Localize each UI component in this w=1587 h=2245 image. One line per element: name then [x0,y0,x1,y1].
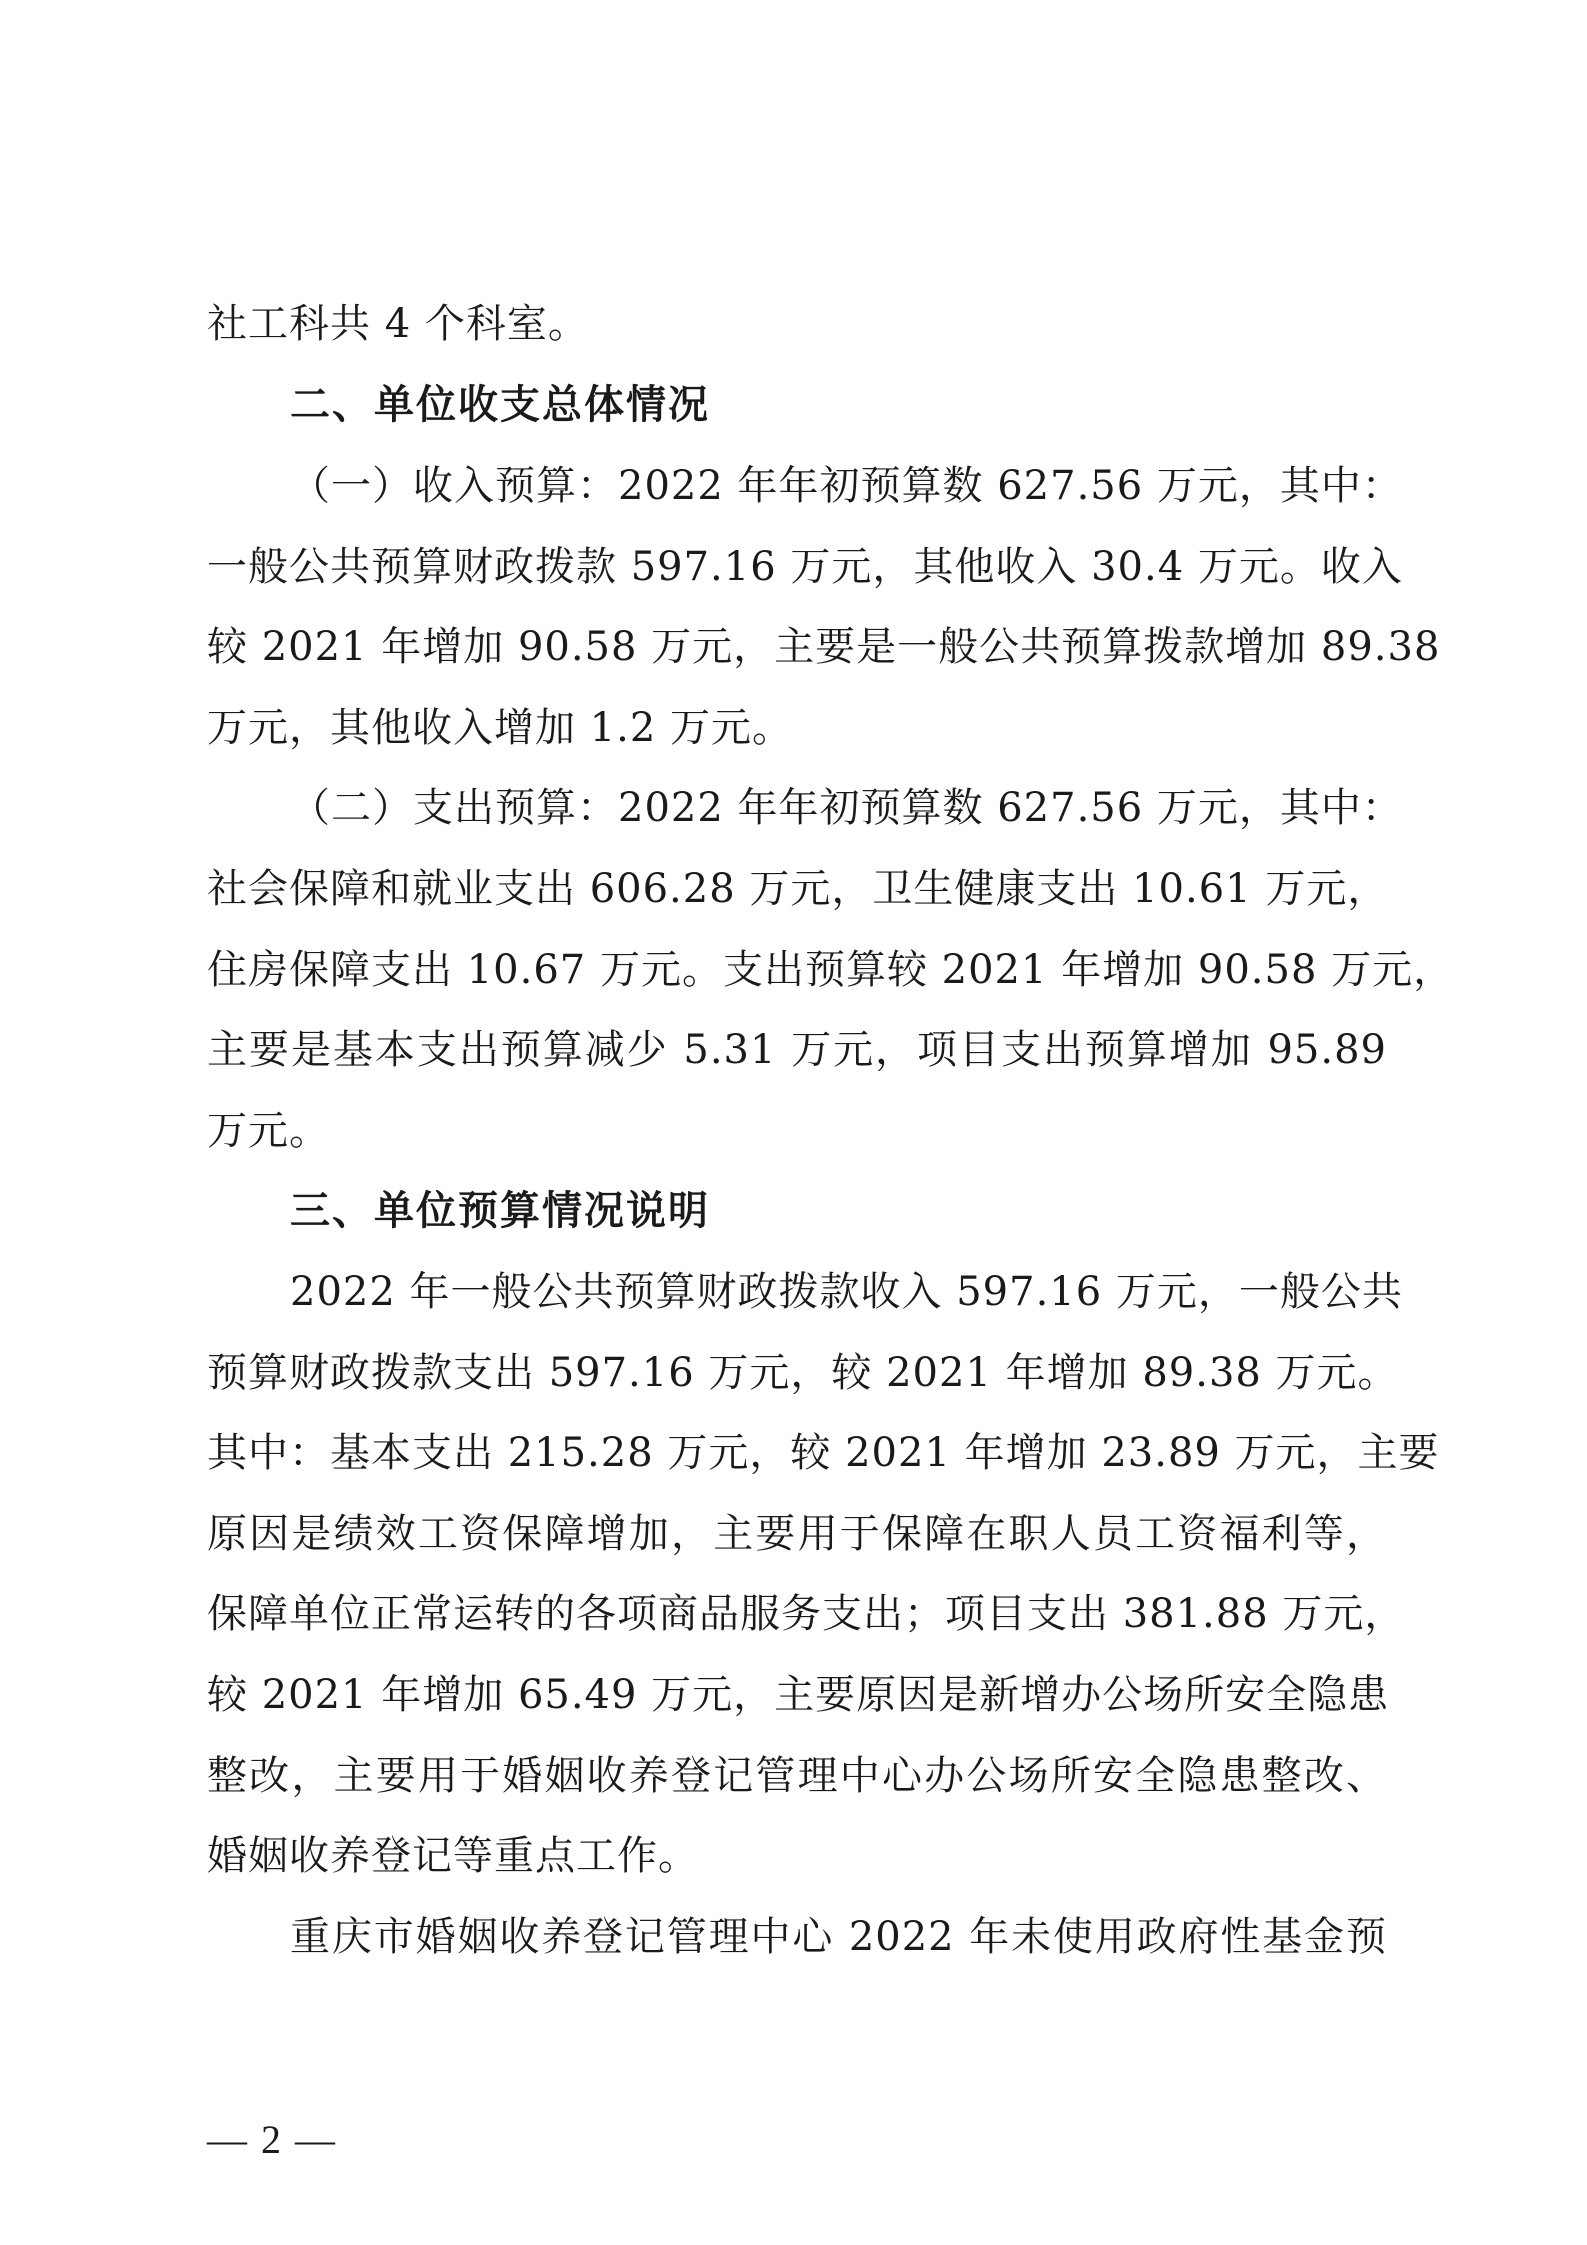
paragraph-line: 保障单位正常运转的各项商品服务支出；项目支出 381.88 万元， [207,1591,1406,1637]
paragraph-line: （一）收入预算：2022 年年初预算数 627.56 万元，其中： [290,463,1403,509]
paragraph-line: 2022 年一般公共预算财政拨款收入 597.16 万元，一般公共 [290,1269,1403,1315]
paragraph-line: 预算财政拨款支出 597.16 万元，较 2021 年增加 89.38 万元。 [207,1350,1399,1396]
section-heading: 三、单位预算情况说明 [290,1188,710,1234]
paragraph-line: （二）支出预算：2022 年年初预算数 627.56 万元，其中： [290,785,1403,831]
paragraph-line: 其中：基本支出 215.28 万元，较 2021 年增加 23.89 万元，主要 [207,1430,1440,1476]
section-heading: 二、单位收支总体情况 [290,382,710,428]
paragraph-line: 社工科共 4 个科室。 [207,301,589,347]
paragraph-line: 原因是绩效工资保障增加，主要用于保障在职人员工资福利等， [207,1511,1387,1557]
paragraph-line: 社会保障和就业支出 606.28 万元，卫生健康支出 10.61 万元， [207,866,1389,912]
page-number: — 2 — [207,2117,337,2162]
paragraph-line: 较 2021 年增加 65.49 万元，主要原因是新增办公场所安全隐患 [207,1672,1390,1718]
paragraph-line: 重庆市婚姻收养登记管理中心 2022 年未使用政府性基金预 [290,1914,1387,1960]
paragraph-line: 万元。 [207,1108,330,1154]
paragraph-line: 整改，主要用于婚姻收养登记管理中心办公场所安全隐患整改、 [207,1753,1387,1799]
paragraph-line: 万元，其他收入增加 1.2 万元。 [207,705,794,751]
paragraph-line: 主要是基本支出预算减少 5.31 万元，项目支出预算增加 95.89 [207,1027,1387,1073]
paragraph-line: 较 2021 年增加 90.58 万元，主要是一般公共预算拨款增加 89.38 [207,624,1441,670]
paragraph-line: 一般公共预算财政拨款 597.16 万元，其他收入 30.4 万元。收入 [207,544,1403,590]
paragraph-line: 婚姻收养登记等重点工作。 [207,1833,699,1879]
paragraph-line: 住房保障支出 10.67 万元。支出预算较 2021 年增加 90.58 万元， [207,947,1455,993]
